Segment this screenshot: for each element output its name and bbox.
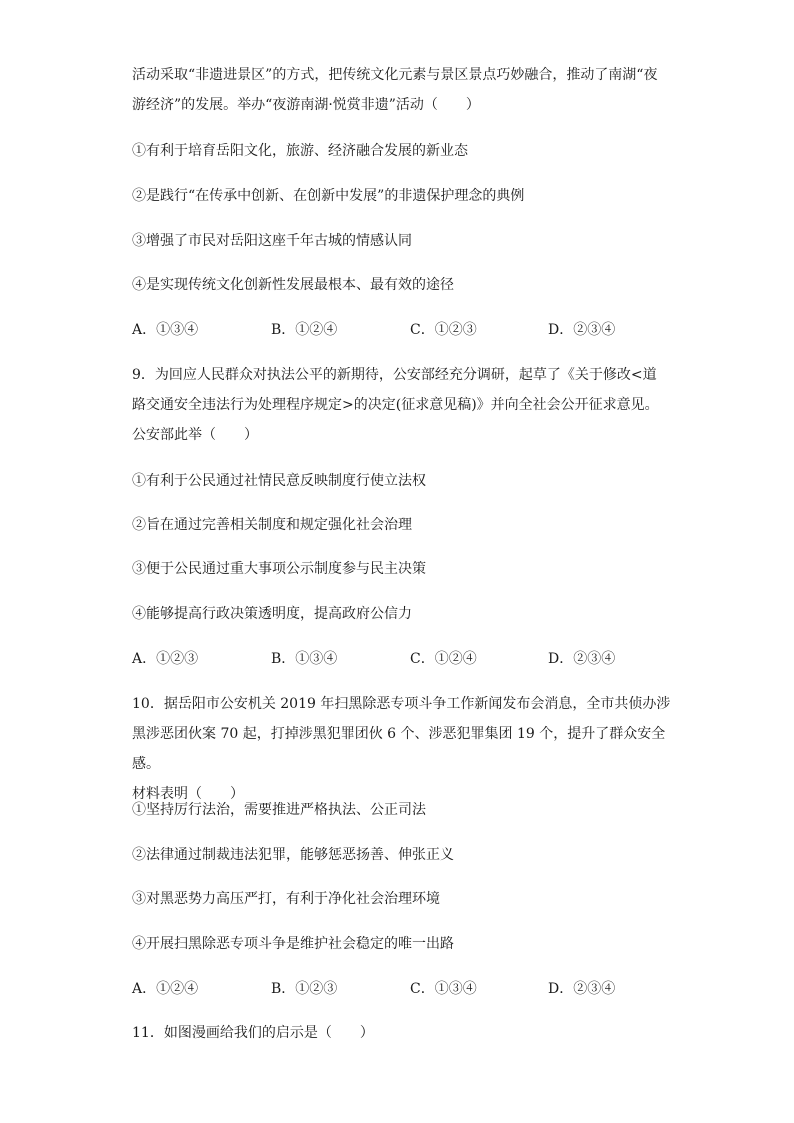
q10-statement-3: ③对黑恶势力高压严打，有利于净化社会治理环境 <box>132 891 440 907</box>
q8-option-a[interactable]: A．①③④ <box>132 322 199 338</box>
q9-stem <box>132 360 672 450</box>
q8-stem <box>132 60 672 120</box>
q8-statement-1: ①有利于培育岳阳文化，旅游、经济融合发展的新业态 <box>132 143 468 159</box>
q10-option-c[interactable]: C．①③④ <box>410 981 477 997</box>
q10-option-d[interactable]: D．②③④ <box>548 981 616 997</box>
q10-statement-4: ④开展扫黑除恶专项斗争是维护社会稳定的唯一出路 <box>132 936 454 952</box>
q10-options <box>132 974 672 1004</box>
q8-statement-4: ④是实现传统文化创新性发展最根本、最有效的途径 <box>132 277 454 293</box>
q10-stem-line1: 10．据岳阳市公安机关 2019 年扫黑除恶专项斗争工作新闻发布会消息，全市共侦办涉 <box>132 696 671 712</box>
q9-statement-4: ④能够提高行政决策透明度，提高政府公信力 <box>132 606 412 622</box>
q9-stem-line1: 9．为回应人民群众对执法公平的新期待，公安部经充分调研，起草了《关于修改<道 <box>132 367 657 383</box>
q8-options <box>132 315 672 345</box>
q10-statement-1: ①坚持厉行法治，需要推进严格执法、公正司法 <box>132 802 426 818</box>
q10-statement-2: ②法律通过制裁违法犯罪，能够惩恶扬善、伸张正义 <box>132 847 454 863</box>
q9-option-b[interactable]: B．①③④ <box>271 651 338 667</box>
q9-statement-3: ③便于公民通过重大事项公示制度参与民主决策 <box>132 561 426 577</box>
q8-option-d[interactable]: D．②③④ <box>548 322 616 338</box>
q10-stem-line3: 材料表明（ ） <box>132 786 244 802</box>
q11-stem: 11．如图漫画给我们的启示是（ ） <box>132 1025 374 1041</box>
q10-stem <box>132 689 672 809</box>
q8-option-b[interactable]: B．①②④ <box>271 322 338 338</box>
q8-stem-line1: 活动采取“非遗进景区”的方式，把传统文化元素与景区景点巧妙融合，推动了南湖“夜 <box>132 67 658 83</box>
q9-options <box>132 644 672 674</box>
q9-option-d[interactable]: D．②③④ <box>548 651 616 667</box>
q8-option-c[interactable]: C．①②③ <box>410 322 477 338</box>
q9-option-c[interactable]: C．①②④ <box>410 651 477 667</box>
q10-stem-line2: 黑涉恶团伙案 70 起，打掉涉黑犯罪团伙 6 个、涉恶犯罪集团 19 个，提升了群众安全感。 <box>132 726 666 772</box>
q10-option-b[interactable]: B．①②③ <box>271 981 338 997</box>
q9-stem-line2: 路交通安全违法行为处理程序规定>的决定(征求意见稿)》并向全社会公开征求意见。 <box>132 397 659 413</box>
q10-option-a[interactable]: A．①②④ <box>132 981 199 997</box>
q8-stem-line2: 游经济”的发展。举办“夜游南湖·悦赏非遗”活动（ ） <box>132 97 480 113</box>
q9-statement-1: ①有利于公民通过社情民意反映制度行使立法权 <box>132 473 426 489</box>
q9-option-a[interactable]: A．①②③ <box>132 651 199 667</box>
q8-statement-2: ②是践行“在传承中创新、在创新中发展”的非遗保护理念的典例 <box>132 188 525 204</box>
q9-statement-2: ②旨在通过完善相关制度和规定强化社会治理 <box>132 517 412 533</box>
q8-statement-3: ③增强了市民对岳阳这座千年古城的情感认同 <box>132 233 412 249</box>
q9-stem-line3: 公安部此举（ ） <box>132 427 258 443</box>
